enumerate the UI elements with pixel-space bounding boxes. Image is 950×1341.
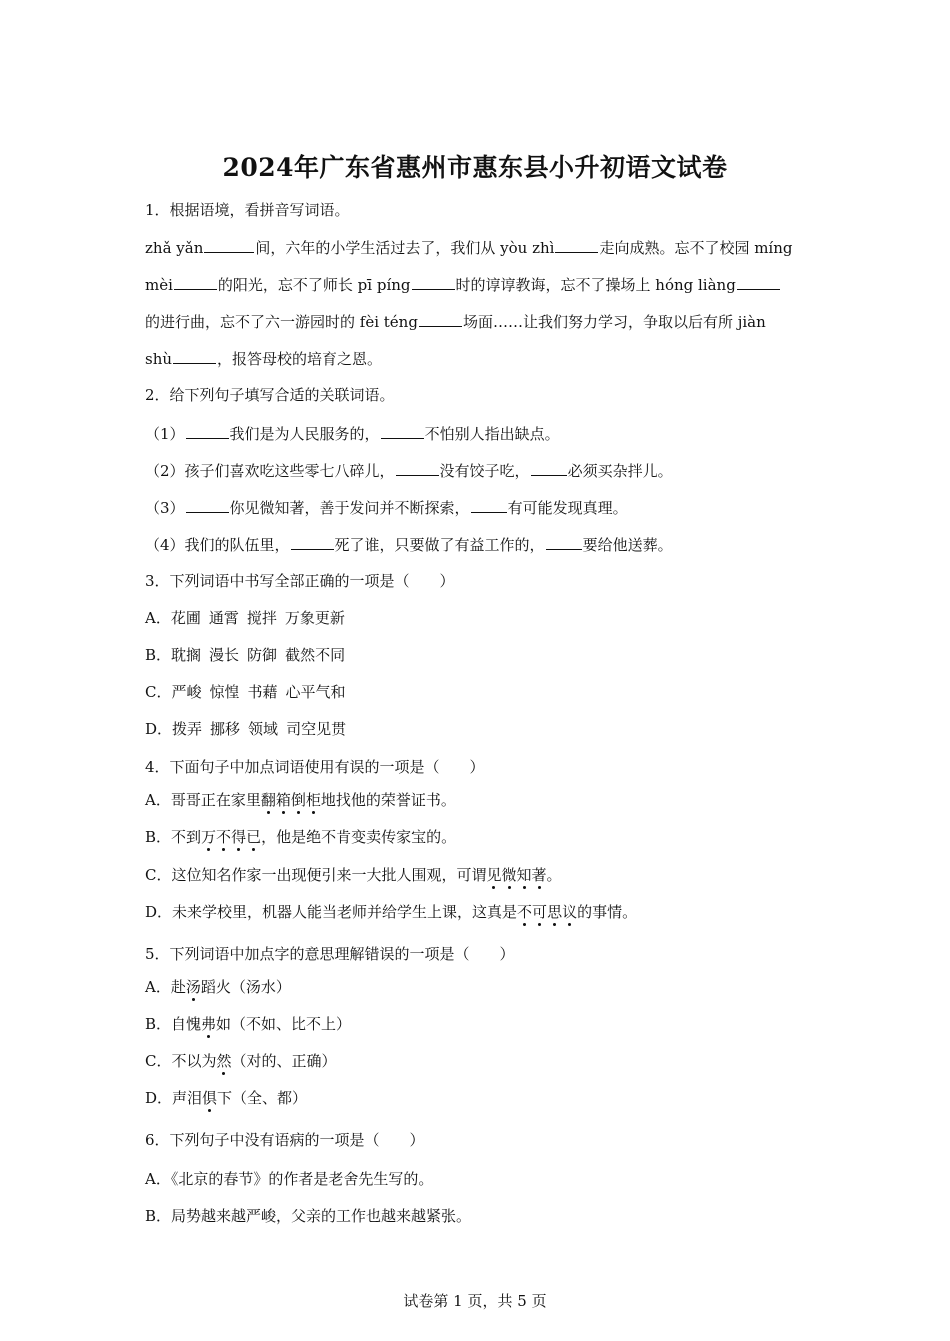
q5-text: （对的、正确）: [231, 1052, 337, 1070]
q2-text: 要给他送葬。: [582, 536, 673, 554]
q3-word: 搅拌: [246, 609, 277, 627]
q5-option-a[interactable]: [145, 977, 815, 997]
dotted-char: 微: [501, 866, 517, 884]
q3-word: 挪移: [210, 720, 241, 738]
dotted-char: 柜: [305, 791, 321, 809]
q3-word: 万象更新: [284, 609, 345, 627]
answer-blank[interactable]: [173, 348, 216, 364]
q3-word: 截然不同: [285, 646, 346, 664]
q3-word: 防御: [247, 646, 278, 664]
dotted-char: 知: [516, 866, 532, 884]
q5-text: 下（全、都）: [217, 1089, 308, 1107]
dotted-char: 箱: [275, 791, 291, 809]
q3-word: 领域: [248, 720, 279, 738]
q3-word: 通霄: [208, 609, 239, 627]
q6-option-a[interactable]: A．《北京的春节》的作者是老舍先生写的。: [145, 1170, 434, 1188]
answer-blank[interactable]: [174, 274, 217, 290]
q5-option-b[interactable]: [145, 1014, 815, 1034]
q2-text: 我们是为人民服务的，: [229, 425, 380, 443]
answer-blank[interactable]: [186, 423, 229, 439]
dotted-char: 已: [246, 828, 262, 846]
q1-text: 走向成熟。忘不了校园 míng: [599, 239, 793, 257]
q4-text: C．这位知名作家一出现便引来一大批人围观，可谓: [145, 866, 487, 884]
q1-text: 的阳光，忘不了师长 pī píng: [217, 276, 411, 294]
q2-sentence-2: [145, 460, 815, 481]
page-footer: 试卷第 1 页，共 5 页: [403, 1292, 547, 1310]
q3-option-a[interactable]: [145, 608, 815, 628]
q3-option-c[interactable]: [145, 682, 815, 702]
q3-word: 漫长: [209, 646, 240, 664]
q4-text: A．哥哥正在家里: [145, 791, 261, 809]
q3-word: C．严峻: [145, 683, 202, 701]
q4-text: 的事情。: [577, 903, 638, 921]
q1-text: mèi: [145, 276, 173, 294]
dotted-char: 著: [531, 866, 547, 884]
q1-text: 间，六年的小学生活过去了，我们从 yòu zhì: [255, 239, 555, 257]
q2-text: （3）: [145, 499, 185, 517]
q1-line-1: [145, 237, 815, 258]
q2-text: （1）: [145, 425, 185, 443]
q1-stem: 1．根据语境，看拼音写词语。: [145, 201, 350, 219]
q5-text: D．声泪: [145, 1089, 203, 1107]
answer-blank[interactable]: [419, 311, 462, 327]
q3-word: 司空见贯: [286, 720, 347, 738]
dotted-word: [201, 828, 261, 846]
dotted-char: 弗: [201, 1015, 217, 1033]
q1-text: 的进行曲，忘不了六一游园时的 fèi téng: [145, 313, 418, 331]
q5-option-c[interactable]: [145, 1051, 815, 1071]
answer-blank[interactable]: [381, 423, 424, 439]
q1-line-2: [145, 274, 815, 295]
q6-stem: 6．下列句子中没有语病的一项是（ ）: [145, 1131, 425, 1149]
answer-blank[interactable]: [471, 497, 507, 513]
q3-option-b[interactable]: [145, 645, 815, 665]
q2-sentence-3: [145, 497, 815, 518]
answer-blank[interactable]: [546, 534, 582, 550]
q3-word: 心平气和: [285, 683, 346, 701]
q1-text: 场面……让我们努力学习，争取以后有所 jiàn: [462, 313, 766, 331]
dotted-char: 不: [517, 903, 533, 921]
q4-text: ，他是绝不肯变卖传家宝的。: [261, 828, 457, 846]
q2-text: 必须买杂拌儿。: [567, 462, 673, 480]
q4-option-a[interactable]: [145, 790, 815, 810]
answer-blank[interactable]: [291, 534, 334, 550]
q4-text: 地找他的荣誉证书。: [320, 791, 456, 809]
q5-text: B．自愧: [145, 1015, 202, 1033]
q3-word: A．花圃: [145, 609, 201, 627]
q2-text: （4）我们的队伍里，: [145, 536, 290, 554]
q1-line-3: [145, 311, 815, 332]
q4-text: 。: [546, 866, 562, 884]
dotted-char: 翻: [260, 791, 276, 809]
q5-text: 如（不如、比不上）: [216, 1015, 352, 1033]
answer-blank[interactable]: [396, 460, 439, 476]
q2-sentence-1: [145, 423, 815, 444]
answer-blank[interactable]: [555, 237, 598, 253]
dotted-char: 议: [562, 903, 578, 921]
dotted-char: 见: [486, 866, 502, 884]
dotted-word: [261, 791, 321, 809]
q5-text: 蹈火（汤水）: [200, 978, 291, 996]
q3-option-d[interactable]: [145, 719, 815, 739]
q4-text: D．未来学校里，机器人能当老师并给学生上课，这真是: [145, 903, 518, 921]
q4-stem: 4．下面句子中加点词语使用有误的一项是（ ）: [145, 758, 485, 776]
answer-blank[interactable]: [186, 497, 229, 513]
answer-blank[interactable]: [737, 274, 780, 290]
answer-blank[interactable]: [412, 274, 455, 290]
q1-text: ，报答母校的培育之恩。: [217, 350, 383, 368]
q1-text: shù: [145, 350, 173, 368]
q2-text: 有可能发现真理。: [507, 499, 628, 517]
q3-word: 书藉: [247, 683, 278, 701]
dotted-char: 汤: [185, 978, 201, 996]
q1-text: 时的谆谆教诲，忘不了操场上 hóng liàng: [455, 276, 736, 294]
dotted-word: [517, 903, 577, 921]
q1-text: zhǎ yǎn: [145, 239, 204, 257]
page-title: 2024年广东省惠州市惠东县小升初语文试卷: [222, 153, 728, 182]
q2-sentence-4: [145, 534, 815, 555]
dotted-char: 万: [201, 828, 217, 846]
dotted-char: 得: [231, 828, 247, 846]
q5-stem: 5．下列词语中加点字的意思理解错误的一项是（ ）: [145, 945, 515, 963]
q2-text: 不怕别人指出缺点。: [424, 425, 560, 443]
q1-line-4: [145, 348, 815, 369]
dotted-char: 然: [216, 1052, 232, 1070]
dotted-char: 可: [532, 903, 548, 921]
q4-option-d[interactable]: [145, 902, 815, 922]
answer-blank[interactable]: [531, 460, 567, 476]
answer-blank[interactable]: [204, 237, 254, 253]
dotted-word: [486, 866, 546, 884]
q2-text: （2）孩子们喜欢吃这些零七八碎儿，: [145, 462, 395, 480]
q4-option-c[interactable]: [145, 865, 815, 885]
q5-text: A．赴: [145, 978, 186, 996]
q6-option-b[interactable]: B．局势越来越严峻，父亲的工作也越来越紧张。: [145, 1207, 472, 1225]
q2-text: 死了谁，只要做了有益工作的，: [334, 536, 545, 554]
q5-option-d[interactable]: [145, 1088, 815, 1108]
q2-text: 你见微知著，善于发问并不断探索，: [229, 499, 470, 517]
q3-stem: 3．下列词语中书写全部正确的一项是（ ）: [145, 572, 455, 590]
q5-text: C．不以为: [145, 1052, 217, 1070]
dotted-char: 不: [216, 828, 232, 846]
q3-word: D．拨弄: [145, 720, 203, 738]
q4-text: B．不到: [145, 828, 202, 846]
q2-stem: 2．给下列句子填写合适的关联词语。: [145, 386, 395, 404]
dotted-char: 倒: [290, 791, 306, 809]
dotted-char: 俱: [202, 1089, 218, 1107]
dotted-char: 思: [547, 903, 563, 921]
q3-word: B．耽搁: [145, 646, 202, 664]
q3-word: 惊惶: [209, 683, 240, 701]
q4-option-b[interactable]: [145, 827, 815, 847]
q2-text: 没有饺子吃，: [439, 462, 530, 480]
